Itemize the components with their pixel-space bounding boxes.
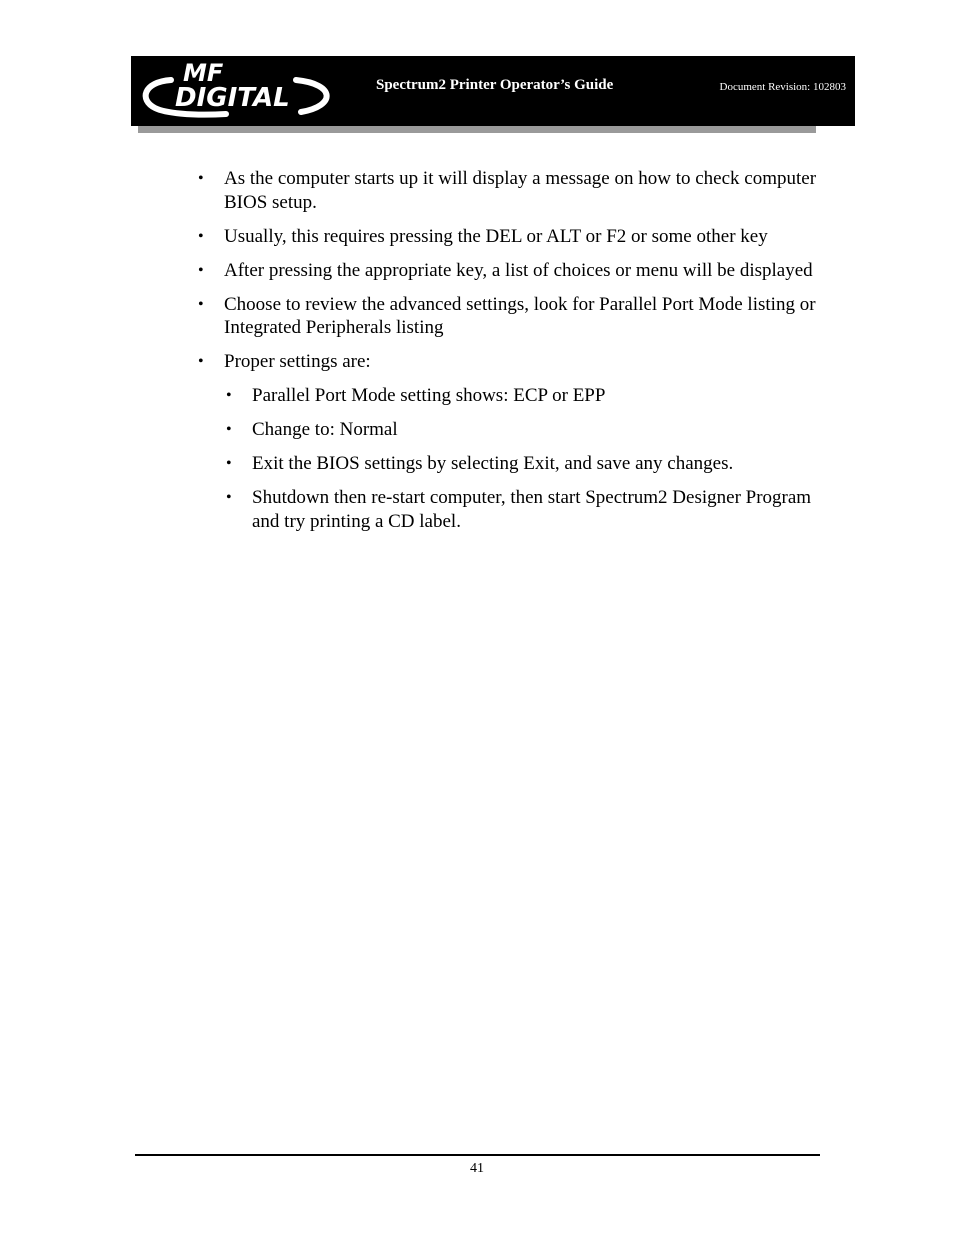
bullet-icon: • — [198, 170, 204, 187]
bullet-icon: • — [226, 387, 232, 404]
bullet-icon: • — [226, 421, 232, 438]
sub-list-item-text: Change to: Normal — [252, 419, 398, 440]
settings-sub-list — [224, 384, 826, 533]
bullet-icon: • — [198, 295, 204, 313]
page-header — [131, 56, 855, 126]
sub-list-item — [224, 384, 826, 408]
list-item-text: As the computer starts up it will display a message on how to check computer BIOS setup. — [224, 168, 817, 213]
bullet-icon: • — [198, 353, 204, 370]
sub-list-item-text: Parallel Port Mode setting shows: ECP or EPP — [252, 385, 606, 406]
list-item — [196, 225, 826, 249]
svg-text:MF: MF — [183, 59, 224, 87]
sub-list-item-text: Shutdown then re-start computer, then start Spectrum2 Designer Program and try printing a CD label. — [252, 487, 812, 532]
bullet-icon: • — [198, 227, 204, 245]
instruction-list — [196, 167, 826, 374]
document-revision: Document Revision: 102803 — [719, 81, 846, 93]
sub-list-item — [224, 452, 826, 476]
document-title: Spectrum2 Printer Operator’s Guide — [376, 77, 614, 93]
list-item-text: Proper settings are: — [224, 351, 371, 372]
sub-list-item — [224, 486, 826, 533]
mf-digital-logo — [131, 56, 336, 126]
sub-list-item — [224, 418, 826, 442]
list-item — [196, 167, 826, 214]
list-item — [196, 350, 826, 374]
bullet-icon: • — [226, 489, 232, 506]
bullet-icon: • — [198, 261, 204, 279]
list-item-text: Choose to review the advanced settings, look for Parallel Port Mode listing or Integrated Peripherals listing — [224, 293, 816, 338]
page-body — [196, 167, 826, 544]
list-item-text: After pressing the appropriate key, a list of choices or menu will be displayed — [224, 259, 813, 281]
list-item-text: Usually, this requires pressing the DEL or ALT or F2 or some other key — [224, 225, 768, 247]
list-item — [196, 259, 826, 283]
page-number: 41 — [470, 1161, 484, 1176]
svg-text:DIGITAL: DIGITAL — [175, 83, 290, 113]
sub-list-item-text: Exit the BIOS settings by selecting Exit, and save any changes. — [252, 453, 734, 474]
list-item — [196, 293, 826, 340]
bullet-icon: • — [226, 455, 232, 472]
footer-rule — [135, 1154, 820, 1156]
